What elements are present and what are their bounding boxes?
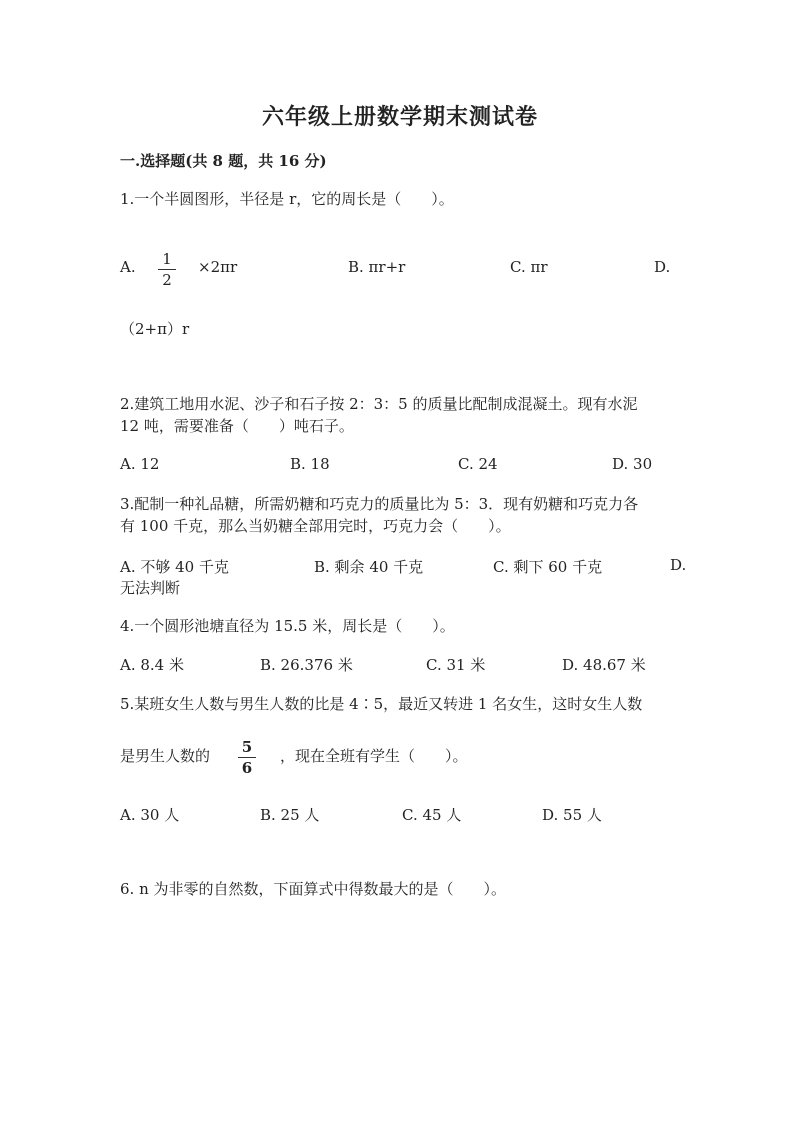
q1-option-a-label: A. (120, 258, 136, 276)
q1-option-a-expression: ×2πr (198, 258, 238, 276)
question-1-text: 1.一个半圆图形，半径是 r，它的周长是（ ）。 (120, 190, 454, 208)
q3-option-c: C. 剩下 60 千克 (493, 558, 603, 576)
q5-option-a: A. 30 人 (120, 806, 180, 824)
q5-option-d: D. 55 人 (542, 806, 602, 824)
fraction-numerator: 5 (238, 738, 256, 758)
q5-fraction (238, 738, 256, 777)
q1-option-a-fraction (158, 250, 176, 289)
question-3-line-1: 3.配制一种礼品糖，所需奶糖和巧克力的质量比为 5：3．现有奶糖和巧克力各 (120, 495, 639, 513)
q1-option-b: B. πr+r (348, 258, 406, 276)
q4-option-c: C. 31 米 (426, 656, 486, 674)
q3-option-d-label: D. (670, 556, 687, 574)
q2-option-b: B. 18 (290, 455, 330, 473)
question-4-text: 4.一个圆形池塘直径为 15.5 米，周长是（ ）。 (120, 617, 455, 635)
q1-option-c: C. πr (510, 258, 548, 276)
q4-option-a: A. 8.4 米 (120, 656, 184, 674)
fraction-numerator: 1 (158, 250, 176, 270)
q4-option-d: D. 48.67 米 (562, 656, 646, 674)
q3-option-b: B. 剩余 40 千克 (314, 558, 424, 576)
q1-option-d-label: D. (654, 258, 671, 276)
q2-option-d: D. 30 (612, 455, 653, 473)
q1-option-d-text: （2+π）r (120, 320, 190, 338)
question-3-line-2: 有 100 千克，那么当奶糖全部用完时，巧克力会（ ）。 (120, 517, 511, 535)
fraction-denominator: 2 (162, 271, 172, 289)
question-5-line-1: 5.某班女生人数与男生人数的比是 4∶5，最近又转进 1 名女生，这时女生人数 (120, 695, 643, 713)
q3-option-a: A. 不够 40 千克 (120, 558, 229, 576)
question-5-line-2-start: 是男生人数的 (120, 747, 211, 765)
q5-option-b: B. 25 人 (260, 806, 320, 824)
page-title: 六年级上册数学期末测试卷 (261, 104, 538, 130)
fraction-denominator: 6 (241, 759, 253, 777)
question-6-text: 6. n 为非零的自然数，下面算式中得数最大的是（ ）。 (120, 880, 507, 898)
question-2-line-1: 2.建筑工地用水泥、沙子和石子按 2：3：5 的质量比配制成混凝土。现有水泥 (120, 395, 638, 413)
q2-option-c: C. 24 (458, 455, 498, 473)
q2-option-a: A. 12 (120, 455, 160, 473)
q3-option-d-text: 无法判断 (120, 579, 181, 597)
q5-option-c: C. 45 人 (402, 806, 462, 824)
question-2-line-2: 12 吨，需要准备（ ）吨石子。 (120, 417, 354, 435)
question-5-line-2-end: ，现在全班有学生（ ）。 (280, 747, 468, 765)
q4-option-b: B. 26.376 米 (260, 656, 353, 674)
section-heading: 一.选择题(共 8 题，共 16 分) (120, 152, 327, 170)
